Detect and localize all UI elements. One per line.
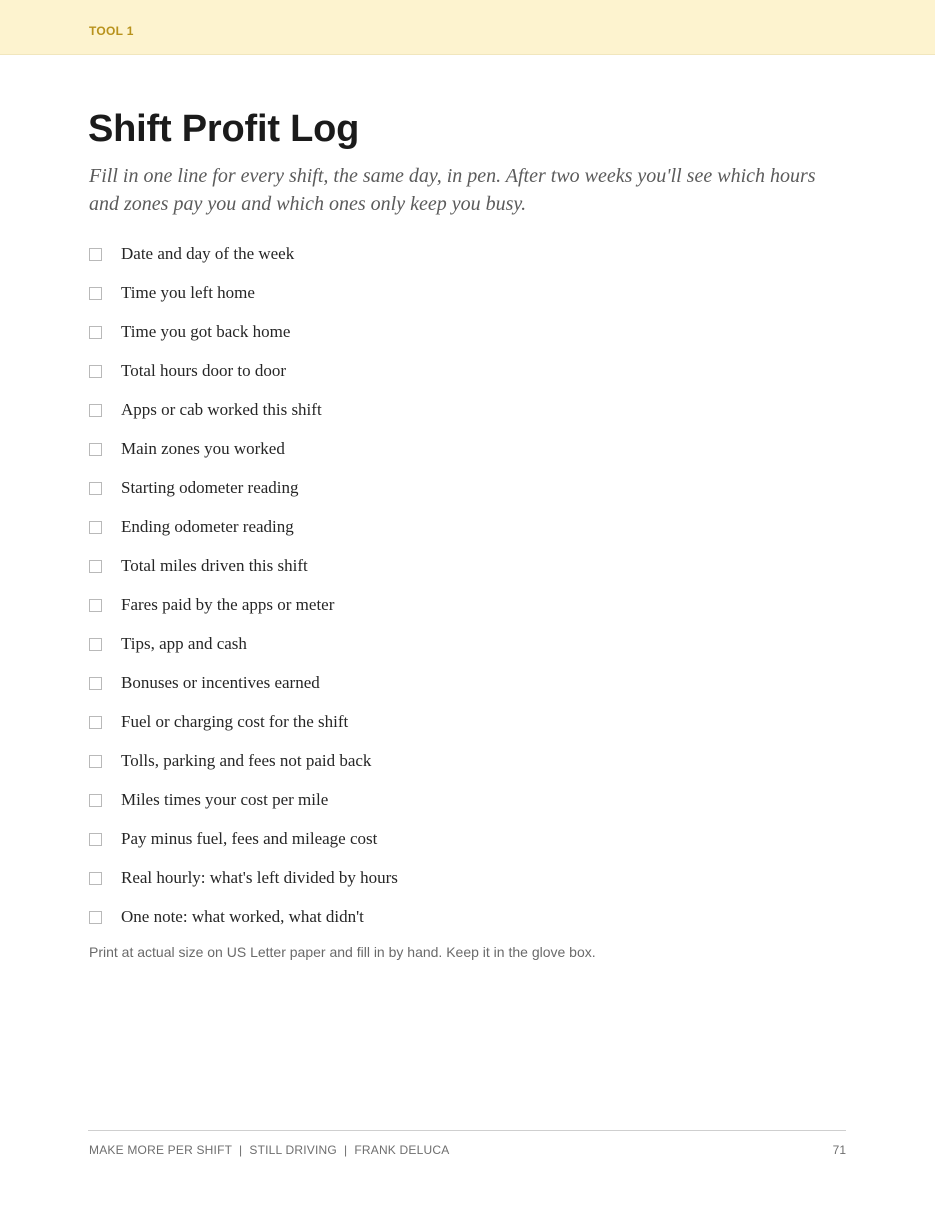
checkbox[interactable] [89,677,102,690]
page-number: 71 [832,1143,846,1157]
checklist-item [89,780,398,819]
checkbox[interactable] [89,794,102,807]
checklist-item [89,546,398,585]
checklist-item [89,312,398,351]
checkbox[interactable] [89,404,102,417]
checklist-item [89,702,398,741]
checklist-item-label: Date and day of the week [121,243,295,263]
footer-running-title: MAKE MORE PER SHIFT | STILL DRIVING | FRANK DELUCA [89,1143,450,1157]
checklist-item-label: Ending odometer reading [121,516,294,536]
checkbox[interactable] [89,287,102,300]
checklist-item-label: Main zones you worked [121,438,285,458]
checklist-item [89,741,398,780]
checklist-item-label: Total miles driven this shift [121,555,308,575]
checkbox[interactable] [89,443,102,456]
checklist-item [89,507,398,546]
checklist-item [89,429,398,468]
checklist-item-label: Total hours door to door [121,360,287,380]
print-note: Print at actual size on US Letter paper and fill in by hand. Keep it in the glove box. [89,944,596,960]
checkbox[interactable] [89,365,102,378]
checkbox[interactable] [89,872,102,885]
checklist-item-label: One note: what worked, what didn't [121,906,364,926]
checklist-item-label: Apps or cab worked this shift [121,399,322,419]
checkbox[interactable] [89,755,102,768]
footer-divider [88,1130,846,1131]
checklist-item [89,858,398,897]
checklist-item-label: Time you got back home [121,321,291,341]
checkbox[interactable] [89,716,102,729]
tool-label: TOOL 1 [89,24,134,38]
checklist-item-label: Miles times your cost per mile [121,789,329,809]
checklist-item-label: Real hourly: what's left divided by hours [121,867,398,887]
checklist-item-label: Starting odometer reading [121,477,299,497]
checklist-item-label: Fares paid by the apps or meter [121,594,335,614]
checkbox[interactable] [89,638,102,651]
checklist-item-label: Pay minus fuel, fees and mileage cost [121,828,378,848]
page-title: Shift Profit Log [88,108,360,150]
checkbox[interactable] [89,833,102,846]
checklist-item [89,273,398,312]
checklist-item [89,897,398,936]
header-band [0,0,935,55]
checkbox[interactable] [89,326,102,339]
checklist-item [89,351,398,390]
checklist-item-label: Tolls, parking and fees not paid back [121,750,372,770]
checkbox[interactable] [89,560,102,573]
checkbox[interactable] [89,599,102,612]
checkbox[interactable] [89,482,102,495]
checkbox[interactable] [89,911,102,924]
checklist-item [89,624,398,663]
checklist-item [89,234,398,273]
checklist-item-label: Tips, app and cash [121,633,247,653]
checklist-item [89,468,398,507]
checklist-item-label: Fuel or charging cost for the shift [121,711,349,731]
checklist-item-label: Time you left home [121,282,255,302]
checklist [89,234,398,936]
checklist-item [89,585,398,624]
checklist-item-label: Bonuses or incentives earned [121,672,320,692]
checkbox[interactable] [89,248,102,261]
checklist-item [89,663,398,702]
checklist-item [89,819,398,858]
page-subtitle: Fill in one line for every shift, the same day, in pen. After two weeks you'll see which hours and zones pay you and which ones only keep you busy. [89,165,816,215]
checklist-item [89,390,398,429]
checkbox[interactable] [89,521,102,534]
